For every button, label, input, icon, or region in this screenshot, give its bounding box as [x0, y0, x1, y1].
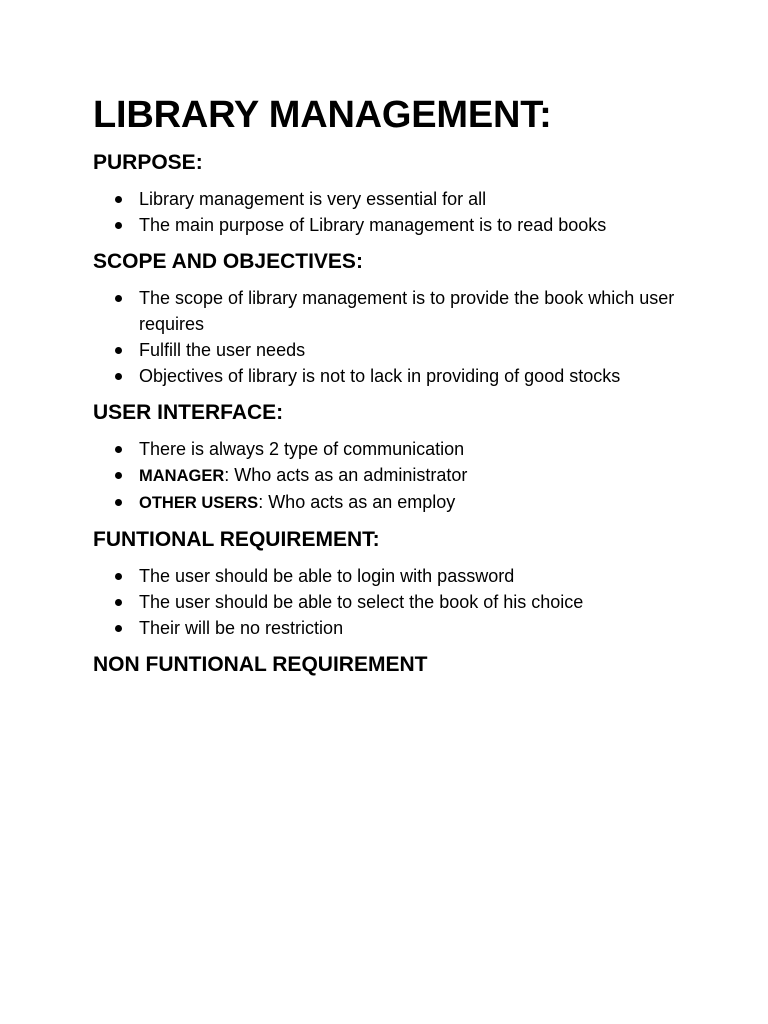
bullet-icon — [115, 222, 122, 229]
bullet-icon — [115, 373, 122, 380]
list-item-text: : Who acts as an employ — [258, 492, 456, 512]
list-item-text: The user should be able to select the book of his choice — [139, 592, 584, 612]
section-heading-purpose: PURPOSE: — [93, 151, 203, 174]
list-item — [93, 489, 688, 516]
list-item — [93, 212, 688, 238]
list-item-text: Objectives of library is not to lack in providing of good stocks — [139, 366, 621, 386]
role-name-other-users: OTHER USERS — [139, 494, 259, 512]
purpose-list — [93, 186, 688, 238]
role-name-manager: MANAGER — [139, 467, 225, 485]
list-item — [93, 589, 688, 615]
list-item — [93, 186, 688, 212]
bullet-icon — [115, 499, 122, 506]
list-item-text: The scope of library management is to provide the book which user requires — [139, 288, 675, 334]
bullet-icon — [115, 573, 122, 580]
bullet-icon — [115, 472, 122, 479]
list-item — [93, 615, 688, 641]
list-item-text: There is always 2 type of communication — [139, 439, 465, 459]
bullet-icon — [115, 295, 122, 302]
bullet-icon — [115, 599, 122, 606]
functional-requirement-list — [93, 563, 688, 641]
section-heading-scope: SCOPE AND OBJECTIVES: — [93, 250, 363, 273]
list-item-text: Fulfill the user needs — [139, 340, 306, 360]
bullet-icon — [115, 625, 122, 632]
bullet-icon — [115, 347, 122, 354]
list-item — [93, 436, 688, 462]
list-item-text: The main purpose of Library management is to read books — [139, 215, 607, 235]
scope-list — [93, 285, 688, 389]
list-item — [93, 363, 688, 389]
list-item-text: The user should be able to login with password — [139, 566, 515, 586]
list-item — [93, 462, 688, 489]
list-item — [93, 285, 688, 337]
document-title: LIBRARY MANAGEMENT: — [93, 94, 552, 136]
section-heading-user-interface: USER INTERFACE: — [93, 401, 284, 424]
list-item — [93, 563, 688, 589]
section-heading-non-functional-requirement: NON FUNTIONAL REQUIREMENT — [93, 653, 428, 676]
list-item-text: Their will be no restriction — [139, 618, 344, 638]
user-interface-list — [93, 436, 688, 516]
section-heading-functional-requirement: FUNTIONAL REQUIREMENT: — [93, 528, 380, 551]
bullet-icon — [115, 196, 122, 203]
list-item-text: Library management is very essential for all — [139, 189, 487, 209]
list-item-text: : Who acts as an administrator — [224, 465, 468, 485]
bullet-icon — [115, 446, 122, 453]
list-item — [93, 337, 688, 363]
